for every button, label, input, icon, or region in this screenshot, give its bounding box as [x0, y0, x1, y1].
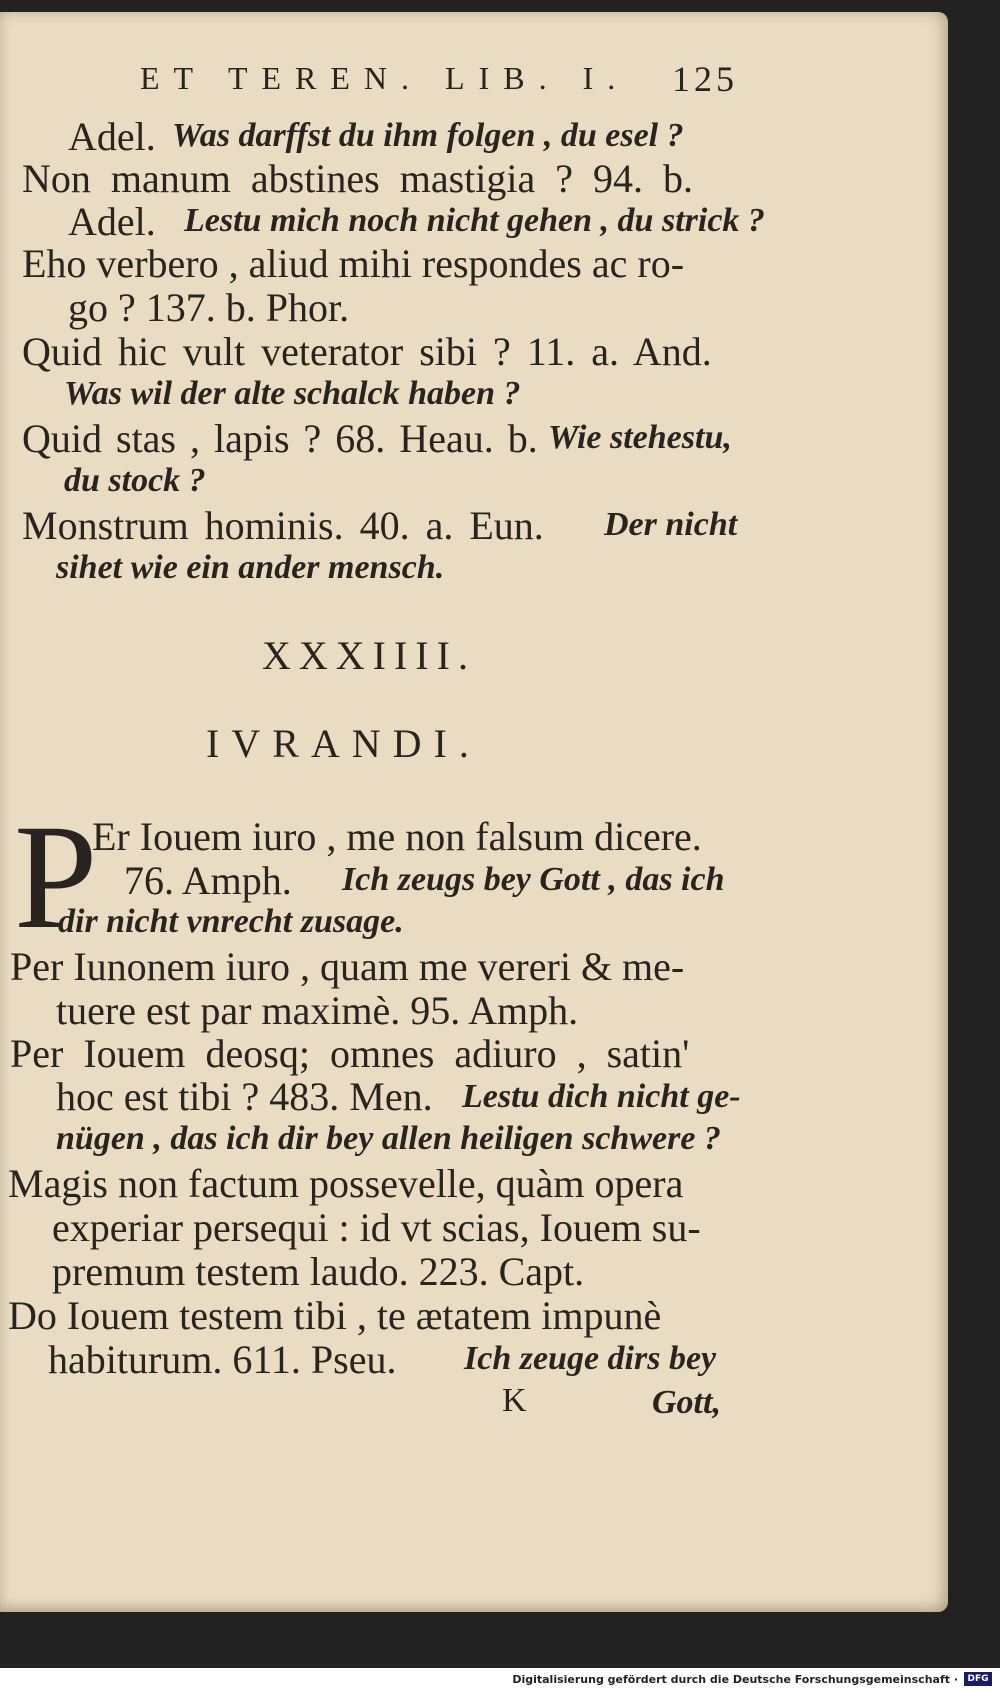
footer-credit: Digitalisierung gefördert durch die Deutsche Forschungsgemeinschaft ·	[512, 1673, 958, 1686]
page-number: 125	[672, 59, 738, 99]
latin-line: experiar persequi : id vt scias, Iouem su-	[52, 1205, 701, 1250]
latin-line: Magis non factum possevelle, quàm opera	[8, 1161, 684, 1206]
german-gloss: Ich zeugs bey Gott , das ich	[342, 861, 725, 898]
latin-line: Per Iunonem iuro , quam me vereri & me-	[10, 944, 685, 989]
latin-line: Eho verbero , aliud mihi respondes ac ro-	[22, 241, 685, 286]
drop-cap: P	[14, 794, 98, 960]
german-gloss: Was darffst du ihm folgen , du esel ?	[172, 117, 684, 154]
latin-line: Quid stas , lapis ? 68. Heau. b.	[22, 416, 538, 461]
latin-line: go ? 137. b. Phor.	[68, 285, 350, 330]
latin-line: premum testem laudo. 223. Capt.	[52, 1249, 585, 1294]
speaker-abbrev: Adel.	[68, 199, 156, 244]
speaker-abbrev: Adel.	[68, 114, 156, 159]
running-title: ET TEREN. LIB. I.	[140, 60, 630, 96]
german-gloss: Der nicht	[604, 506, 738, 543]
latin-line: Quid hic vult veterator sibi ? 11. a. And.	[22, 329, 712, 374]
signature-mark: K	[502, 1382, 527, 1419]
latin-line: hoc est tibi ? 483. Men.	[56, 1074, 433, 1119]
latin-line: Monstrum hominis. 40. a. Eun.	[22, 503, 544, 548]
section-number: XXXIIII.	[262, 633, 476, 678]
german-gloss: dir nicht vnrecht zusage.	[58, 903, 404, 940]
latin-line: 76. Amph.	[124, 858, 292, 903]
german-gloss: nügen , das ich dir bey allen heiligen schwere ?	[56, 1120, 721, 1157]
german-gloss: Was wil der alte schalck haben ?	[64, 375, 521, 412]
latin-line: Do Iouem testem tibi , te ætatem impunè	[8, 1293, 662, 1338]
german-gloss: Ich zeuge dirs bey	[464, 1340, 717, 1377]
german-gloss: Lestu mich noch nicht gehen , du strick ?	[184, 202, 765, 239]
latin-line: tuere est par maximè. 95. Amph.	[56, 988, 579, 1033]
german-gloss: Wie stehestu,	[548, 419, 732, 456]
dfg-logo: DFG	[964, 1672, 992, 1686]
latin-line: habiturum. 611. Pseu.	[48, 1337, 397, 1382]
german-gloss: du stock ?	[64, 462, 206, 499]
catchword: Gott,	[652, 1384, 721, 1421]
section-title: IVRANDI.	[206, 721, 481, 766]
german-gloss: Lestu dich nicht ge-	[462, 1078, 741, 1115]
latin-line: Er Iouem iuro , me non falsum dicere.	[92, 814, 702, 859]
german-gloss: sihet wie ein ander mensch.	[56, 549, 445, 586]
latin-line: Per Iouem deosq; omnes adiuro , satin'	[10, 1031, 690, 1076]
latin-line: Non manum abstines mastigia ? 94. b.	[22, 156, 694, 201]
